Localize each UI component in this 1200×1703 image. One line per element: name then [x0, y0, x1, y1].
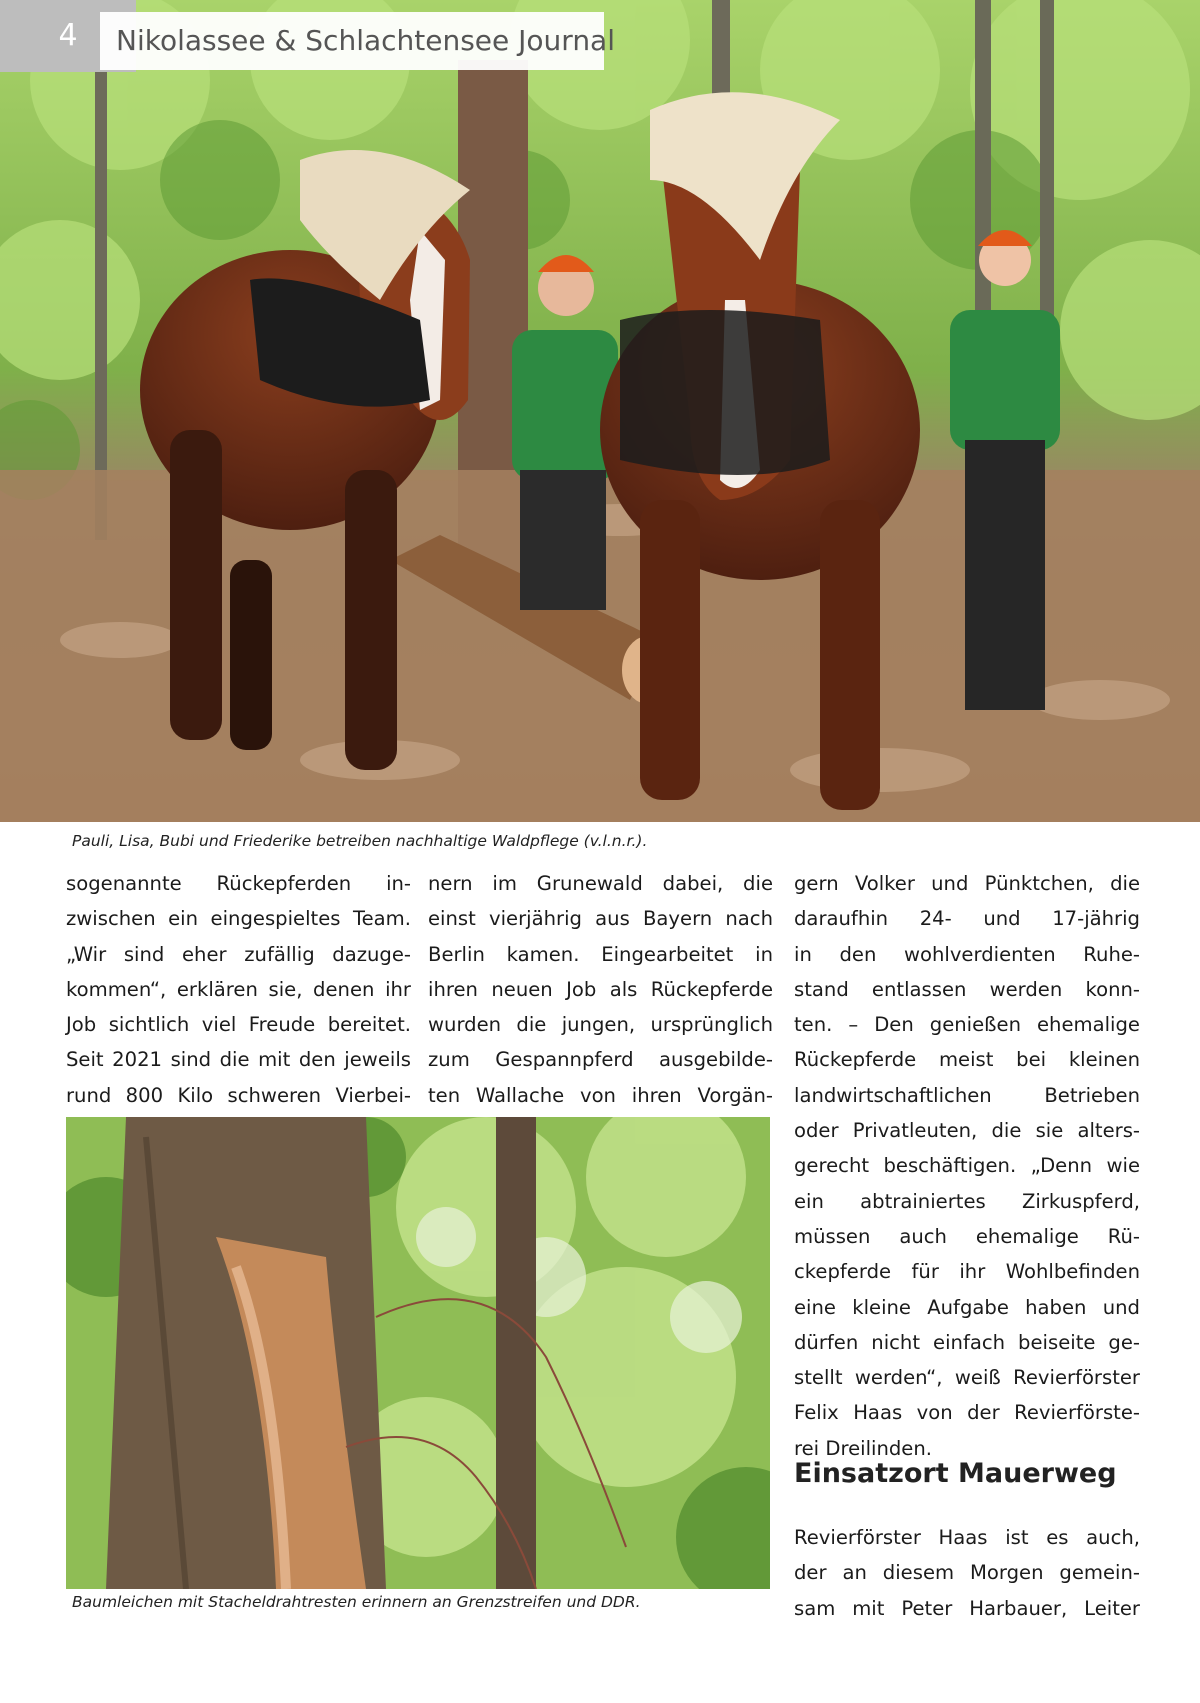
article-line: müssen auch ehemalige Rü- — [794, 1224, 1140, 1248]
article-line: ten. – Den genießen ehemalige — [794, 1013, 1140, 1037]
section-heading: Einsatzort Mauerweg — [794, 1458, 1117, 1489]
article-line: ckepferde für ihr Wohlbefinden — [794, 1260, 1140, 1284]
article-line: eine kleine Aufgabe haben und — [794, 1295, 1140, 1319]
article-line: zum Gespannpferd ausgebilde- — [428, 1048, 773, 1072]
article-line: nern im Grunewald dabei, die — [428, 872, 773, 895]
article-line: Revierförster Haas ist es auch, — [794, 1526, 1140, 1549]
photo-caption-bottom: Baumleichen mit Stacheldrahtresten erinnern an Grenzstreifen und DDR. — [72, 1593, 641, 1611]
article-line: gern Volker und Pünktchen, die — [794, 872, 1140, 895]
article-line: „Wir sind eher zufällig dazuge- — [66, 942, 411, 966]
article-line: ten Wallache von ihren Vorgän- — [428, 1083, 773, 1107]
page-number: 4 — [0, 0, 136, 72]
article-line: rei Dreilinden. — [794, 1436, 933, 1460]
dead-tree-photo — [66, 1117, 770, 1589]
article-line: ihren neuen Job als Rückepferde — [428, 977, 773, 1001]
article-column-4 — [794, 1520, 1140, 1626]
article-column-2 — [428, 866, 773, 1113]
article-line: rund 800 Kilo schweren Vierbei- — [66, 1083, 411, 1107]
article-line: stellt werden“, weiß Revierförster — [794, 1366, 1140, 1390]
journal-title: Nikolassee & Schlachtensee Journal — [116, 24, 615, 57]
article-line: Seit 2021 sind die mit den jeweils — [66, 1048, 411, 1072]
article-column-3 — [794, 866, 1140, 1466]
article-line: dürfen nicht einfach beiseite ge- — [794, 1330, 1140, 1354]
article-line: gerecht beschäftigen. „Denn wie — [794, 1154, 1140, 1178]
article-line: oder Privatleuten, die sie alters- — [794, 1119, 1140, 1143]
article-line: Felix Haas von der Revierförste- — [794, 1401, 1140, 1425]
article-line: stand entlassen werden konn- — [794, 977, 1140, 1001]
article-line: einst vierjährig aus Bayern nach — [428, 907, 773, 931]
article-line: wurden die jungen, ursprünglich — [428, 1013, 773, 1037]
article-line: landwirtschaftlichen Betrieben — [794, 1083, 1140, 1107]
article-line: sogenannte Rückepferden in- — [66, 872, 411, 895]
forest-horses-photo — [0, 0, 1200, 822]
article-column-1 — [66, 866, 411, 1113]
photo-caption-top: Pauli, Lisa, Bubi und Friederike betreiben nachhaltige Waldpflege (v.l.n.r.). — [72, 832, 648, 850]
article-line: zwischen ein eingespieltes Team. — [66, 907, 411, 931]
article-line: Rückepferde meist bei kleinen — [794, 1048, 1140, 1072]
article-line: in den wohlverdienten Ruhe- — [794, 942, 1140, 966]
article-line: sam mit Peter Harbauer, Leiter — [794, 1596, 1140, 1620]
article-line: ein abtrainiertes Zirkuspferd, — [794, 1189, 1140, 1213]
article-line: daraufhin 24- und 17-jährig — [794, 907, 1140, 931]
article-line: der an diesem Morgen gemein- — [794, 1561, 1140, 1585]
article-line: Berlin kamen. Eingearbeitet in — [428, 942, 773, 966]
article-line: kommen“, erklären sie, denen ihr — [66, 977, 411, 1001]
article-line: Job sichtlich viel Freude bereitet. — [66, 1013, 411, 1037]
